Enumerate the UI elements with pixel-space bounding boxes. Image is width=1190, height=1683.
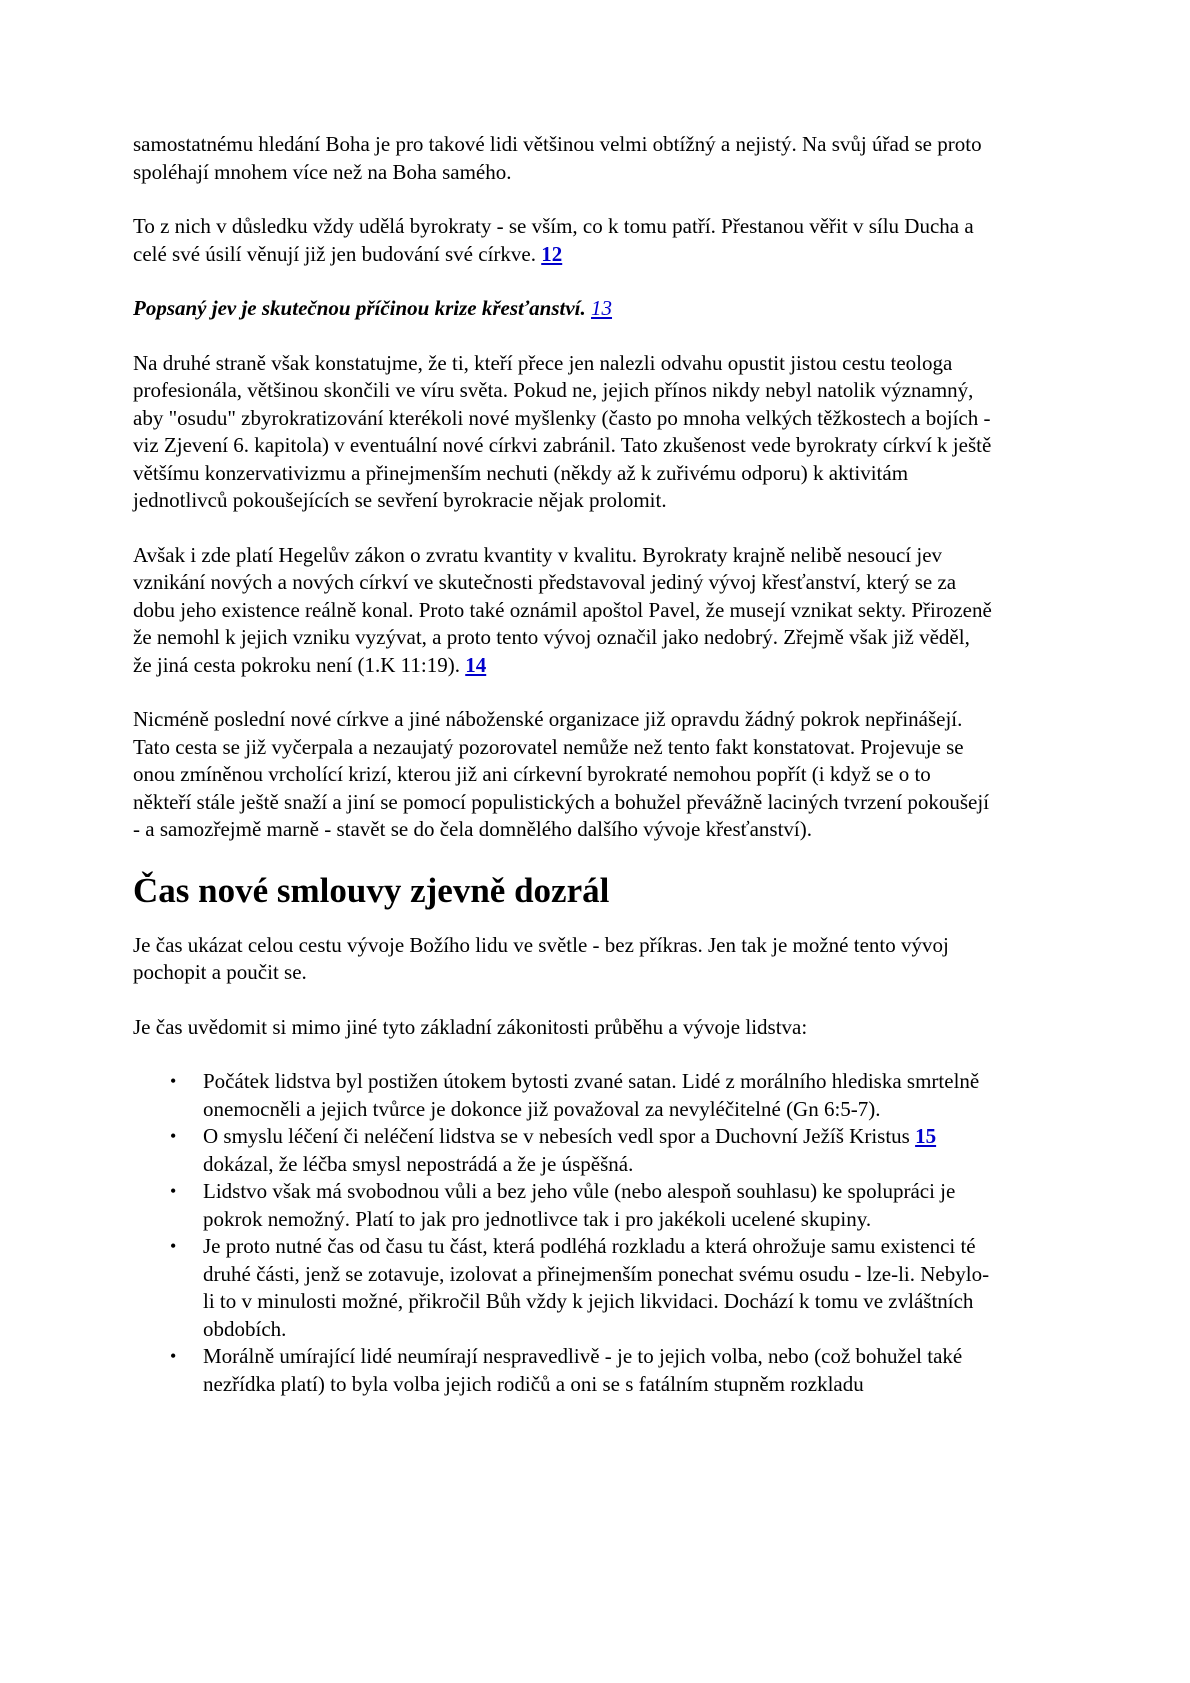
list-item	[170, 1178, 993, 1233]
list-item-text: Počátek lidstva byl postižen útokem bytosti zvané satan. Lidé z morálního hlediska smrtelně onemocněli a jejich tvůrce je dokonce již považoval za nevyléčitelné (Gn 6:5-7).	[203, 1069, 980, 1121]
footnote-link-15[interactable]: 15	[915, 1124, 937, 1148]
list-item-text: Morálně umírající lidé neumírají nespravedlivě - je to jejich volba, nebo (což bohužel také nezřídka platí) to byla volba jejich rodičů a oni se s fatálním stupněm rozkladu	[203, 1344, 963, 1396]
list-item-text: Je proto nutné čas od času tu část, která podléhá rozkladu a která ohrožuje samu existenci té druhé části, jenž se zotavuje, izolovat a přinejmenším ponechat svému osudu - lze-li. Nebylo-li to v minulosti možné, přikročil Bůh vždy k jejich likvidaci. Dochází k tomu ve zvláštních obdobích.	[203, 1234, 990, 1341]
paragraph: Je čas ukázat celou cestu vývoje Božího lidu ve světle - bez příkras. Jen tak je možné tento vývoj pochopit a poučit se.	[133, 932, 949, 984]
list-item-text: dokázal, že léčba smysl nepostrádá a že je úspěšná.	[203, 1151, 634, 1176]
paragraph: Nicméně poslední nové církve a jiné náboženské organizace již opravdu žádný pokrok nepřinášejí. Tato cesta se již vyčerpala a nezaujatý pozorovatel nemůže než tento fakt konstatovat. Projevuje se onou zmíněnou vrcholící krizí, kterou již ani církevní byrokraté nemohou popřít (i když se o to někteří stále ještě snaží a jiní se pomocí populistických a bohužel převážně laciných tvrzení pokoušejí - a samozřejmě marně - stavět se do čela domnělého dalšího vývoje křesťanství).	[133, 707, 990, 841]
paragraph-text: Avšak i zde platí Hegelův zákon o zvratu kvantity v kvalitu. Byrokraty krajně nelibě nesoucí jev vznikání nových a nových církví ve skutečnosti představoval jediný vývoj křesťanství, který se za dobu jeho existence reálně konal. Proto také oznámil apoštol Pavel, že musejí vznikat sekty. Přirozeně že nemohl k jejich vzniku vyzývat, a proto tento vývoj označil jako nedobrý. Zřejmě však již věděl, že jiná cesta pokroku není (1.K 11:19).	[133, 542, 992, 677]
paragraph	[133, 213, 993, 268]
section-heading: Čas nové smlouvy zjevně dozrál	[133, 870, 610, 910]
paragraph: Na druhé straně však konstatujme, že ti, kteří přece jen nalezli odvahu opustit jistou cestu teologa profesionála, většinou skončili ve víru světa. Pokud ne, jejich přínos nikdy nebyl natolik významný, aby "osudu" zbyrokratizování kterékoli nové myšlenky (často po mnoha velkých těžkostech a bojích - viz Zjevení 6. kapitola) v eventuální nové církvi zabránil. Tato zkušenost vede byrokraty církví k ještě většímu konzervativizmu a přinejmenším nechuti (někdy až k zuřivému odporu) k aktivitám jednotlivců pokoušejících se sevření byrokracie nějak prolomit.	[133, 350, 992, 512]
bullet-icon: •	[170, 1346, 177, 1366]
list-item	[170, 1343, 993, 1398]
document-page	[133, 131, 993, 1398]
paragraph	[133, 542, 993, 680]
emphasis-text: Popsaný jev je skutečnou příčinou krize křesťanství.	[133, 296, 592, 320]
bullet-icon: •	[170, 1126, 177, 1146]
list-item	[170, 1233, 993, 1343]
footnote-link-12[interactable]: 12	[541, 241, 563, 266]
list-item	[170, 1068, 993, 1123]
list-item-text: Lidstvo však má svobodnou vůli a bez jeho vůle (nebo alespoň souhlasu) ke spolupráci je pokrok nemožný. Platí to jak pro jednotlivce tak i pro jakékoli ucelené skupiny.	[203, 1179, 956, 1231]
bullet-icon: •	[170, 1236, 177, 1256]
paragraph-text: To z nich v důsledku vždy udělá byrokraty - se vším, co k tomu patří. Přestanou věřit v sílu Ducha a celé své úsilí věnují již jen budování své církve.	[133, 214, 974, 266]
bullet-list	[133, 1068, 993, 1398]
list-item-text: O smyslu léčení či neléčení lidstva se v nebesích vedl spor a Duchovní Ježíš Kristus	[203, 1124, 916, 1148]
paragraph: Je čas uvědomit si mimo jiné tyto základní zákonitosti průběhu a vývoje lidstva:	[133, 1014, 808, 1039]
bullet-icon: •	[170, 1181, 177, 1201]
footnote-link-14[interactable]: 14	[465, 652, 487, 677]
paragraph: samostatnému hledání Boha je pro takové lidi většinou velmi obtížný a nejistý. Na svůj úřad se proto spoléhají mnohem více než na Boha samého.	[133, 132, 982, 184]
list-item	[170, 1123, 993, 1178]
bullet-icon: •	[170, 1071, 177, 1091]
footnote-link-13[interactable]: 13	[591, 296, 613, 320]
emphasis-paragraph	[133, 295, 993, 323]
